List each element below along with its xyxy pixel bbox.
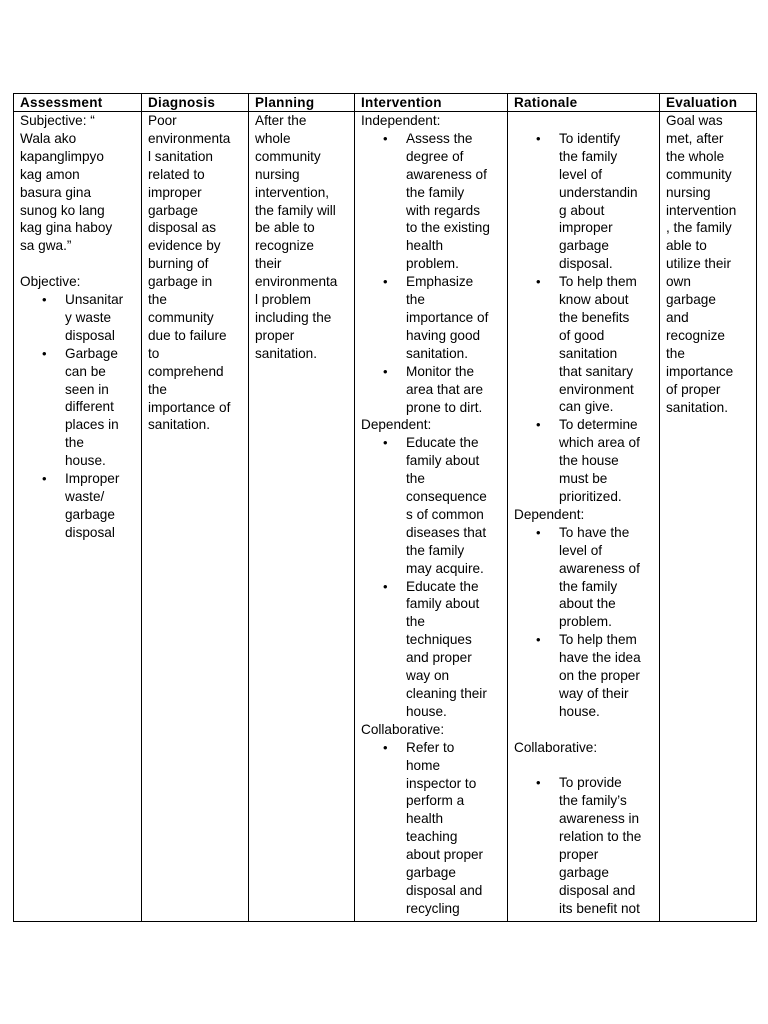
list-item: • To provide the family’s awareness in relation to the proper garbage disposal and its benefit not: [559, 774, 659, 917]
rationale-cell: [508, 112, 660, 922]
assessment-cell: [14, 112, 142, 922]
diagnosis-cell: [142, 112, 249, 922]
header-intervention: Intervention: [355, 94, 508, 112]
dependent-label: Dependent:: [514, 506, 585, 522]
evaluation-cell: [660, 112, 757, 922]
objective-list: [20, 291, 141, 542]
dependent-rationale-list: [514, 524, 659, 721]
list-item: • Unsanitar y waste disposal: [65, 291, 141, 345]
header-evaluation: Evaluation: [660, 94, 757, 112]
subjective-text: Subjective: “ Wala ako kapanglimpyo kag amon basura gina sunog ko lang kag gina haboy sa gwa.”: [20, 113, 113, 254]
header-rationale: Rationale: [508, 94, 660, 112]
header-row: [14, 94, 757, 112]
list-item: • Improper waste/ garbage disposal: [65, 470, 141, 542]
collaborative-rationale-list: [514, 774, 659, 917]
list-item: • To help them know about the benefits of good sanitation that sanitary environment can give.: [559, 273, 659, 416]
independent-rationale-list: [514, 130, 659, 506]
list-item: • To help them have the idea on the proper way of their house.: [559, 631, 659, 721]
intervention-cell: [355, 112, 508, 922]
objective-label: Objective:: [20, 274, 81, 290]
list-item: • Refer to home inspector to perform a health teaching about proper garbage disposal and recycling: [406, 739, 507, 918]
list-item: • Educate the family about the consequence s of common diseases that the family may acquire.: [406, 434, 507, 577]
planning-cell: [249, 112, 355, 922]
list-item: • Assess the degree of awareness of the family with regards to the existing health problem.: [406, 130, 507, 273]
header-diagnosis: Diagnosis: [142, 94, 249, 112]
collaborative-intervention-list: [361, 739, 507, 918]
list-item: • To identify the family level of understandin g about improper garbage disposal.: [559, 130, 659, 273]
list-item: • Emphasize the importance of having good sanitation.: [406, 273, 507, 363]
dependent-intervention-list: [361, 434, 507, 721]
planning-text: After the whole community nursing intervention, the family will be able to recognize their environmenta l problem including the proper sanitation.: [255, 113, 338, 361]
list-item: • Garbage can be seen in different places in the house.: [65, 345, 141, 470]
list-item: • To have the level of awareness of the family about the problem.: [559, 524, 659, 631]
list-item: • Monitor the area that are prone to dirt.: [406, 363, 507, 417]
dependent-label: Dependent:: [361, 417, 432, 433]
header-assessment: Assessment: [14, 94, 142, 112]
independent-intervention-list: [361, 130, 507, 417]
body-row: [14, 112, 757, 922]
evaluation-text: Goal was met, after the whole community nursing intervention , the family able to utilize their own garbage and recognize the importance of proper sanitation.: [666, 113, 737, 415]
list-item: • Educate the family about the techniques and proper way on cleaning their house.: [406, 578, 507, 721]
collaborative-label: Collaborative:: [514, 739, 598, 755]
collaborative-label: Collaborative:: [361, 721, 445, 737]
header-planning: Planning: [249, 94, 355, 112]
nursing-care-plan-table: [13, 93, 757, 922]
independent-label: Independent:: [361, 113, 441, 128]
list-item: • To determine which area of the house must be prioritized.: [559, 416, 659, 506]
diagnosis-text: Poor environmenta l sanitation related to improper garbage disposal as evidence by burning of garbage in the community due to failure to comprehend the importance of sanitation.: [148, 113, 231, 433]
